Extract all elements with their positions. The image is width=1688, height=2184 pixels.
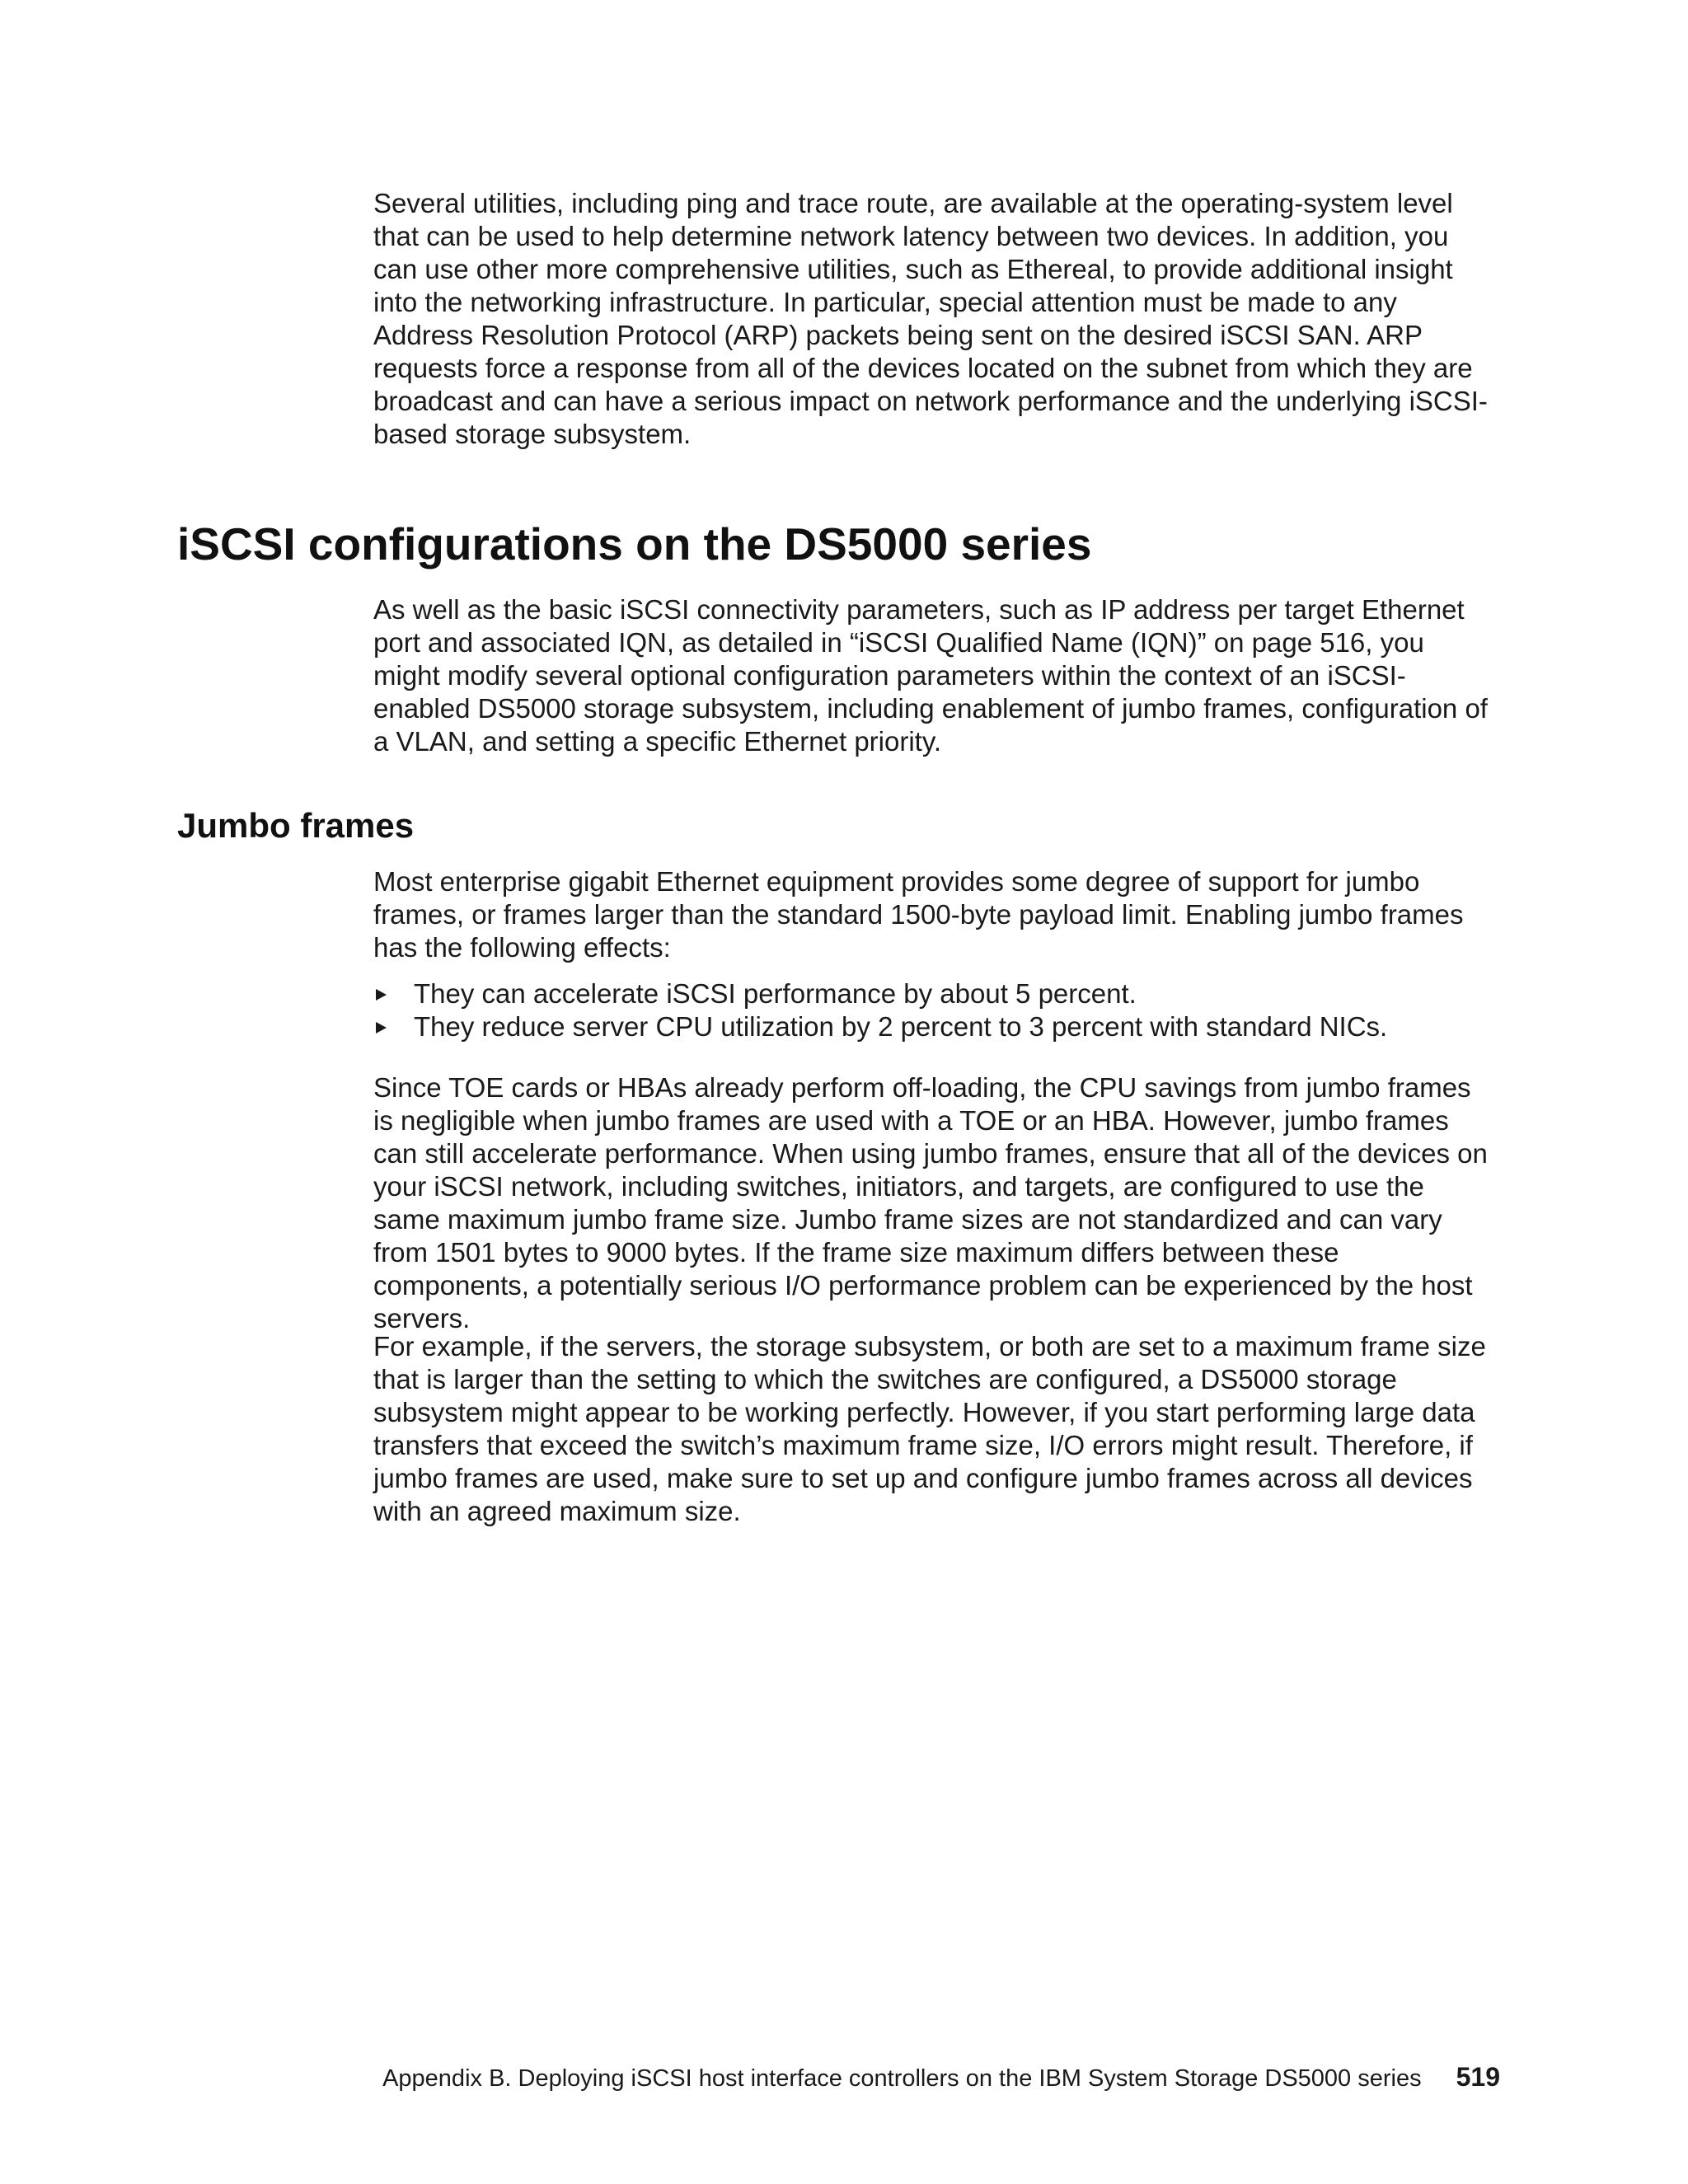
bullet-item xyxy=(373,1010,1494,1043)
jumbo-paragraph-2: Since TOE cards or HBAs already perform off-loading, the CPU savings from jumbo frames is negligible when jumbo frames are used with a TOE or an HBA. However, jumbo frames can still accelerate performance. When using jumbo frames, ensure that all of the devices on your iSCSI network, including switches, initiators, and targets, are configured to use the same maximum jumbo frame size. Jumbo frame sizes are not standardized and can vary from 1501 bytes to 9000 bytes. If the frame size maximum differs between these components, a potentially serious I/O performance problem can be experienced by the host servers. xyxy=(373,1072,1488,1333)
section-heading: iSCSI configurations on the DS5000 series xyxy=(177,518,1092,569)
intro-paragraph: Several utilities, including ping and trace route, are available at the operating-system level that can be used to help determine network latency between two devices. In addition, you can use other more comprehensive utilities, such as Ethereal, to provide additional insight into the networking infrastructure. In particular, special attention must be made to any Address Resolution Protocol (ARP) packets being sent on the desired iSCSI SAN. ARP requests force a response from all of the devices located on the subnet from which they are broadcast and can have a serious impact on network performance and the underlying iSCSI-based storage subsystem. xyxy=(373,188,1488,449)
jumbo-paragraph-3: For example, if the servers, the storage subsystem, or both are set to a maximum frame size that is larger than the setting to which the switches are configured, a DS5000 storage subsystem might appear to be working perfectly. However, if you start performing large data transfers that exceed the switch’s maximum frame size, I/O errors might result. Therefore, if jumbo frames are used, make sure to set up and configure jumbo frames across all devices with an agreed maximum size. xyxy=(373,1331,1486,1526)
effects-bullet-list xyxy=(373,977,1494,1043)
bullet-item xyxy=(373,977,1494,1010)
triangle-bullet-icon xyxy=(376,989,387,1001)
triangle-bullet-icon xyxy=(376,1022,387,1033)
bullet-text: They can accelerate iSCSI performance by about 5 percent. xyxy=(414,978,1137,1009)
page-footer xyxy=(247,2060,1500,2093)
page-number: 519 xyxy=(1456,2062,1500,2092)
section-paragraph: As well as the basic iSCSI connectivity parameters, such as IP address per target Ethernet port and associated IQN, as detailed in “iSCSI Qualified Name (IQN)” on page 516, you might modify several optional configuration parameters within the context of an iSCSI-enabled DS5000 storage subsystem, including enablement of jumbo frames, configuration of a VLAN, and setting a specific Ethernet priority. xyxy=(373,594,1488,757)
bullet-text: They reduce server CPU utilization by 2 percent to 3 percent with standard NICs. xyxy=(414,1011,1388,1042)
subsection-heading: Jumbo frames xyxy=(177,806,415,845)
footer-title: Appendix B. Deploying iSCSI host interface controllers on the IBM System Storage DS5000 series xyxy=(382,2065,1422,2092)
jumbo-paragraph-1: Most enterprise gigabit Ethernet equipment provides some degree of support for jumbo frames, or frames larger than the standard 1500-byte payload limit. Enabling jumbo frames has the following effects: xyxy=(373,866,1464,963)
